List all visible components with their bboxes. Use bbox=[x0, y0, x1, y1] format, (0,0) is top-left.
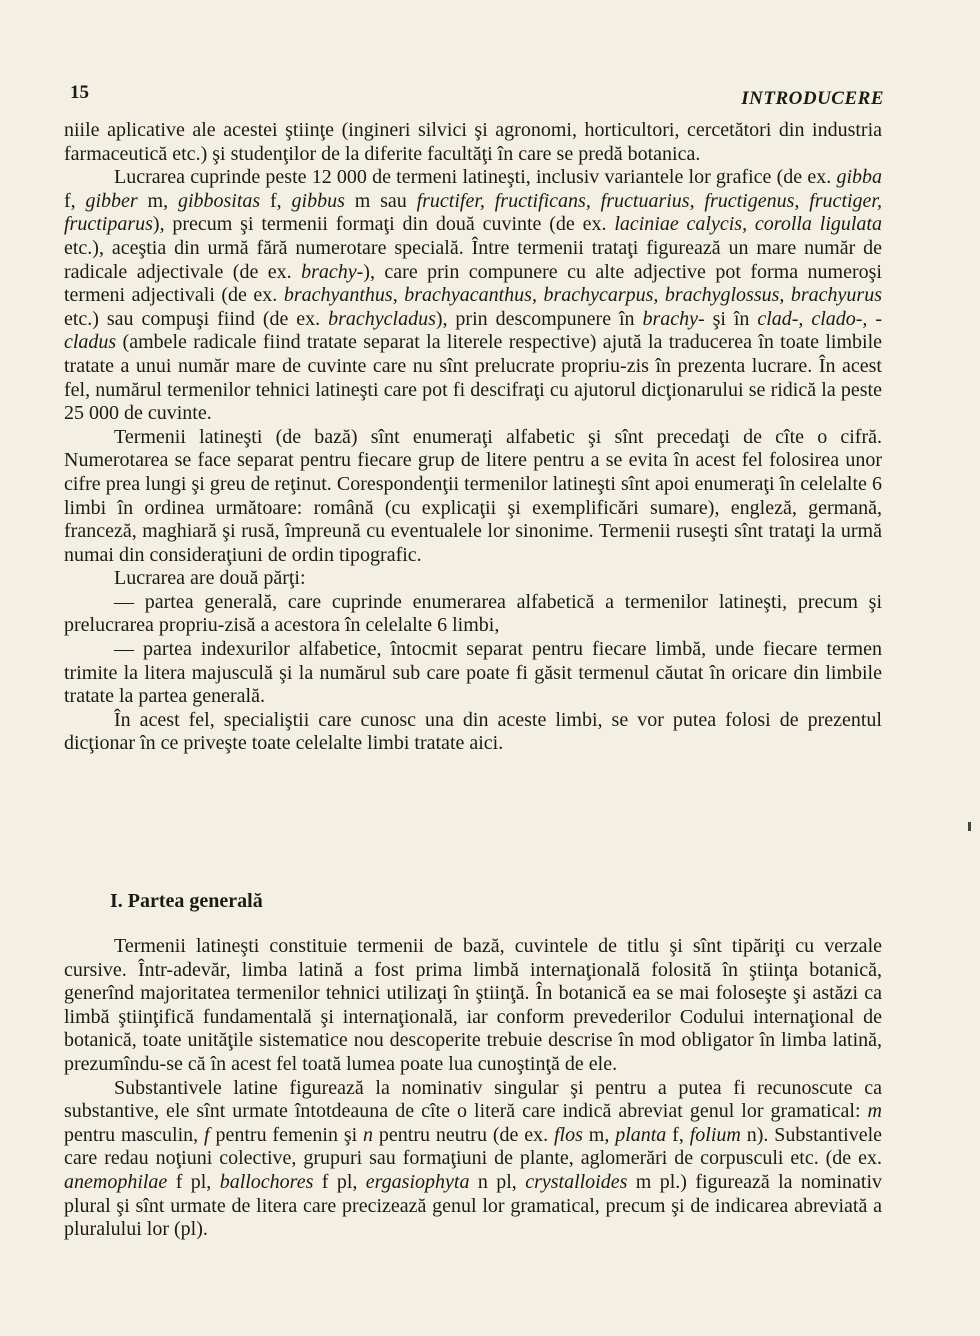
intro-paragraph: Lucrarea cuprinde peste 12 000 de termeni latineşti, inclusiv variantele lor grafice (de ex. gibba f, gibber m, gibbositas f, gibbus m sau fructifer, fructificans, fructuarius, fructigenus, fructiger, fructiparus), precum şi termenii formaţi din două cuvinte (de ex. laciniae calycis, corolla ligulata etc.), aceştia din urmă fără numerotare specială. Între termenii trataţi figurează un mare număr de radicale adjectivale (de ex. brachy-), care prin compunere cu alte adjective pot forma numeroşi termeni adjectivali (de ex. brachyanthus, brachyacanthus, brachycarpus, brachyglossus, brachyurus etc.) sau compuşi fiind (de ex. brachycladus), prin descompunere în brachy- şi în clad-, clado-, -cladus (ambele radicale fiind tratate separat la literele respective) ajută la traducerea în toate limbile tratate a unui număr mare de cuvinte care nu sînt prelucrate propriu-zis în prezenta lucrare. În acest fel, numărul termenilor tehnici latineşti care pot fi descifraţi cu ajutorul dicţionarului se ridică la peste 25 000 de cuvinte. bbox=[64, 166, 882, 425]
general-part-paragraph: Substantivele latine figurează la nominativ singular şi pentru a putea fi recunoscute ca substantive, ele sînt urmate întotdeauna de cîte o literă care indică abreviat genul lor gramatical: m pentru masculin, f pentru femenin şi n pentru neutru (de ex. flos m, planta f, folium n). Substantivele care redau noţiuni colective, grupuri sau formaţiuni de plante, aglomerări de corpusculi etc. (de ex. anemophilae f pl, ballochores f pl, ergasiophyta n pl, crystalloides m pl.) figurează la nominativ plural şi sînt urmate de litera care precizează genul lor gramatical, precum şi de indicarea abreviată a pluralului lor (pl). bbox=[64, 1076, 883, 1241]
intro-paragraph: În acest fel, specialiştii care cunosc una din aceste limbi, se vor putea folosi de prezentul dicţionar în ce priveşte toate celelalte limbi tratate aici. bbox=[64, 708, 882, 755]
running-title: INTRODUCERE bbox=[741, 88, 884, 109]
body-text-bottom bbox=[64, 935, 882, 1242]
page-number: 15 bbox=[70, 82, 89, 103]
body-text-top bbox=[64, 119, 882, 756]
scan-speck bbox=[968, 822, 971, 831]
intro-paragraph: — partea generală, care cuprinde enumerarea alfabetică a termenilor latineşti, precum şi prelucrarea propriu-zisă a acestora în celelalte 6 limbi, bbox=[64, 590, 882, 637]
intro-paragraph: Termenii latineşti (de bază) sînt enumeraţi alfabetic şi sînt precedaţi de cîte o cifră. Numerotarea se face separat pentru fiecare grup de litere pentru a se evita în acest fel folosirea unor cifre prea lungi şi greu de reţinut. Corespondenţii termenilor latineşti sînt apoi enumeraţi în celelalte 6 limbi în ordinea următoare: română (cu explicaţii şi exemplificări sumare), engleză, germană, franceză, maghiară şi rusă, împreună cu eventualele lor sinonime. Termenii ruseşti sînt trataţi la urmă numai din consideraţiuni de ordin tipografic. bbox=[64, 425, 882, 566]
section-heading: I. Partea generală bbox=[110, 890, 263, 912]
intro-paragraph: niile aplicative ale acestei ştiinţe (ingineri silvici şi agronomi, horticultori, cercetători din industria farmaceutică etc.) şi studenţilor de la diferite facultăţi în care se predă botanica. bbox=[64, 119, 882, 165]
intro-paragraph: — partea indexurilor alfabetice, întocmit separat pentru fiecare limbă, unde fiecare termen trimite la litera majusculă şi la numărul sub care poate fi găsit termenul căutat în oricare din limbile tratate la partea generală. bbox=[64, 638, 882, 708]
intro-paragraph: Lucrarea are două părţi: bbox=[114, 567, 306, 590]
general-part-paragraph: Termenii latineşti constituie termenii de bază, cuvintele de titlu şi sînt tipăriţi cu verzale cursive. Într-adevăr, limba latină a fost prima limbă internaţională folosită în ştiinţa botanică, generînd majoritatea termenilor tehnici utilizaţi în ştiinţă. În botanică ea se mai foloseşte şi astăzi ca limbă ştiinţifică fundamentală şi internaţională, iar conform prevederilor Codului internaţional de botanică, toate unităţile sistematice nou descoperite trebuie descrise în mod obligator în limba latină, prezumîndu-se că în acest fel toată lumea poate lua cunoştinţă de ele. bbox=[64, 935, 882, 1075]
